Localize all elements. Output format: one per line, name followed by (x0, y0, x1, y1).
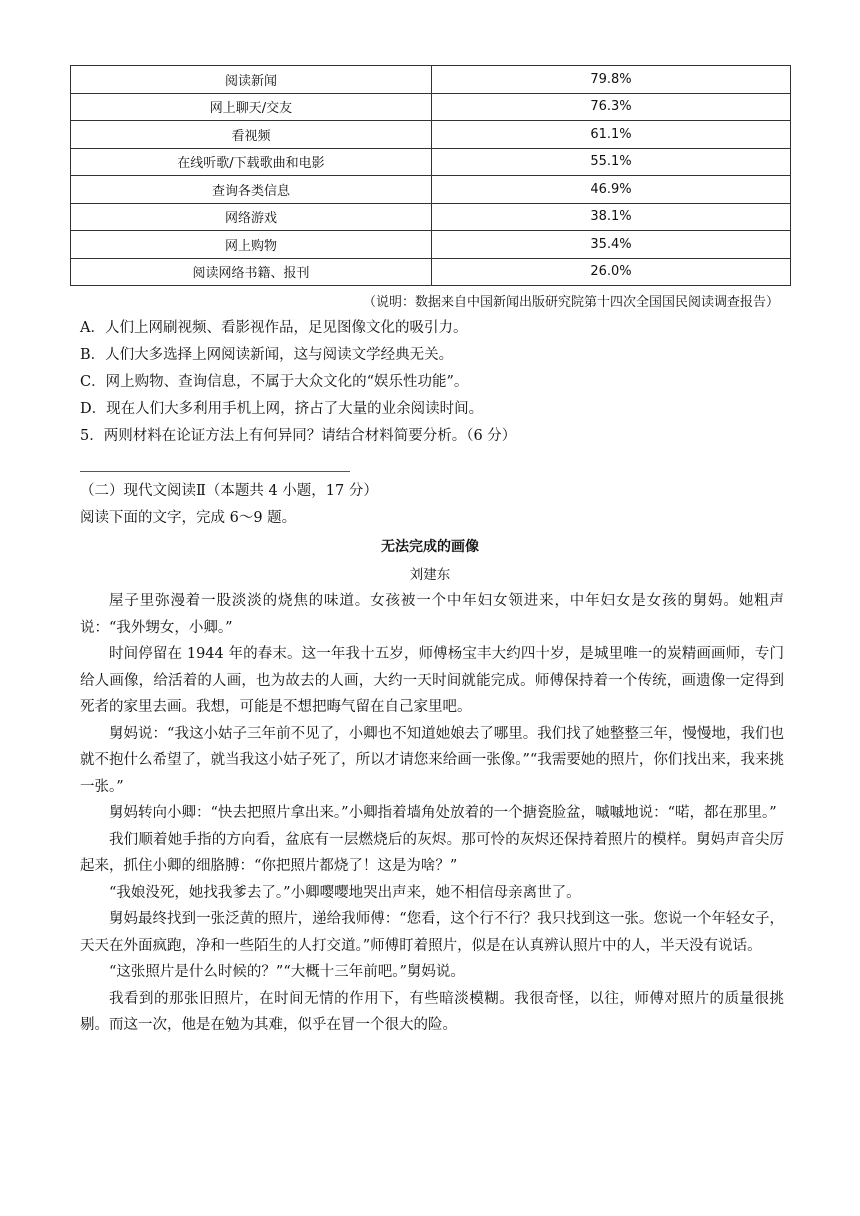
activity-percentage: 55.1% (432, 148, 791, 176)
paragraph: “我娘没死，她找我爹去了。”小卿嘤嘤地哭出声来，她不相信母亲离世了。 (109, 884, 581, 901)
table-row (71, 93, 791, 121)
activity-label: 网上聊天/交友 (71, 93, 432, 121)
paragraph: 我看到的那张旧照片，在时间无情的作用下，有些暗淡模糊。我很奇怪，以往，师傅对照片的质量很挑剔。而这一次，他是在勉为其难，似乎在冒一个很大的险。 (80, 990, 784, 1033)
table-row (71, 121, 791, 149)
activity-percentage: 38.1% (432, 203, 791, 231)
activity-label: 网上购物 (71, 231, 432, 259)
paragraph: 舅妈转向小卿：“快去把照片拿出来。”小卿指着墙角处放着的一个搪瓷脸盆，嘁嘁地说：“喏，都在那里。” (109, 805, 777, 821)
activity-label: 查询各类信息 (71, 176, 432, 204)
activity-percentage: 61.1% (432, 121, 791, 149)
paragraph: “这张照片是什么时候的？”“大概十三年前吧。”舅妈说。 (109, 964, 465, 980)
paragraph: 我们顺着她手指的方向看，盆底有一层燃烧后的灰烬。那可怜的灰烬还保持着照片的模样。舅妈声音尖厉起来，抓住小卿的细胳膊：“你把照片都烧了！这是为啥？” (80, 831, 784, 874)
option-d: D．现在人们大多利用手机上网，挤占了大量的业余阅读时间。 (80, 401, 484, 417)
option-a: A．人们上网刷视频、看影视作品，足见图像文化的吸引力。 (80, 320, 468, 336)
option-c: C．网上购物、查询信息，不属于大众文化的“娱乐性功能”。 (80, 374, 469, 390)
activity-label: 阅读新闻 (71, 66, 432, 94)
reading-instruction: 阅读下面的文字，完成 6～9 题。 (80, 510, 297, 526)
answer-line (80, 471, 350, 472)
table-row (71, 203, 791, 231)
table-row (71, 148, 791, 176)
paragraph: 舅妈说：“我这小姑子三年前不见了，小卿也不知道她娘去了哪里。我们找了她整整三年，慢慢地，我们也就不抱什么希望了，就当我这小姑子死了，所以才请您来给画一张像。”“我需要她的照片，你们找出来，我来挑一张。” (80, 725, 784, 795)
activity-percentage: 46.9% (432, 176, 791, 204)
activity-label: 网络游戏 (71, 203, 432, 231)
article-author: 刘建东 (409, 567, 451, 583)
table-row (71, 66, 791, 94)
activity-label: 在线听歌/下载歌曲和电影 (71, 148, 432, 176)
table-note: （说明：数据来自中国新闻出版研究院第十四次全国国民阅读调查报告） (362, 295, 779, 310)
activity-percentage: 26.0% (432, 258, 791, 286)
activity-label: 阅读网络书籍、报刊 (71, 258, 432, 286)
option-b: B．人们大多选择上网阅读新闻，这与阅读文学经典无关。 (80, 347, 454, 363)
article-body (80, 588, 784, 1039)
table-row (71, 231, 791, 259)
activity-percentage: 35.4% (432, 231, 791, 259)
table-row (71, 258, 791, 286)
activity-percentage: 76.3% (432, 93, 791, 121)
paragraph: 时间停留在 1944 年的春末。这一年我十五岁，师傅杨宝丰大约四十岁，是城里唯一的炭精画画师，专门给人画像，给活着的人画，也为故去的人画，大约一天时间就能完成。师傅保持着一个传统，画遗像一定得到死者的家里去画。我想，可能是不想把晦气留在自己家里吧。 (80, 646, 784, 715)
table-row (71, 176, 791, 204)
article-title: 无法完成的画像 (381, 539, 479, 555)
activity-label: 看视频 (71, 121, 432, 149)
paragraph: 屋子里弥漫着一股淡淡的烧焦的味道。女孩被一个中年妇女领进来，中年妇女是女孩的舅妈。她粗声说：“我外甥女，小卿。” (80, 593, 784, 636)
question-5: 5．两则材料在论证方法上有何异同？请结合材料简要分析。（6 分） (80, 428, 517, 444)
activity-percentage: 79.8% (432, 66, 791, 94)
section-heading: （二）现代文阅读Ⅱ（本题共 4 小题，17 分） (80, 483, 378, 499)
reading-stats-table (70, 65, 791, 286)
paragraph: 舅妈最终找到一张泛黄的照片，递给我师傅：“您看，这个行不行？我只找到这一张。您说一个年轻女子，天天在外面疯跑，净和一些陌生的人打交道。”师傅盯着照片，似是在认真辨认照片中的人，半天没有说话。 (80, 911, 784, 954)
